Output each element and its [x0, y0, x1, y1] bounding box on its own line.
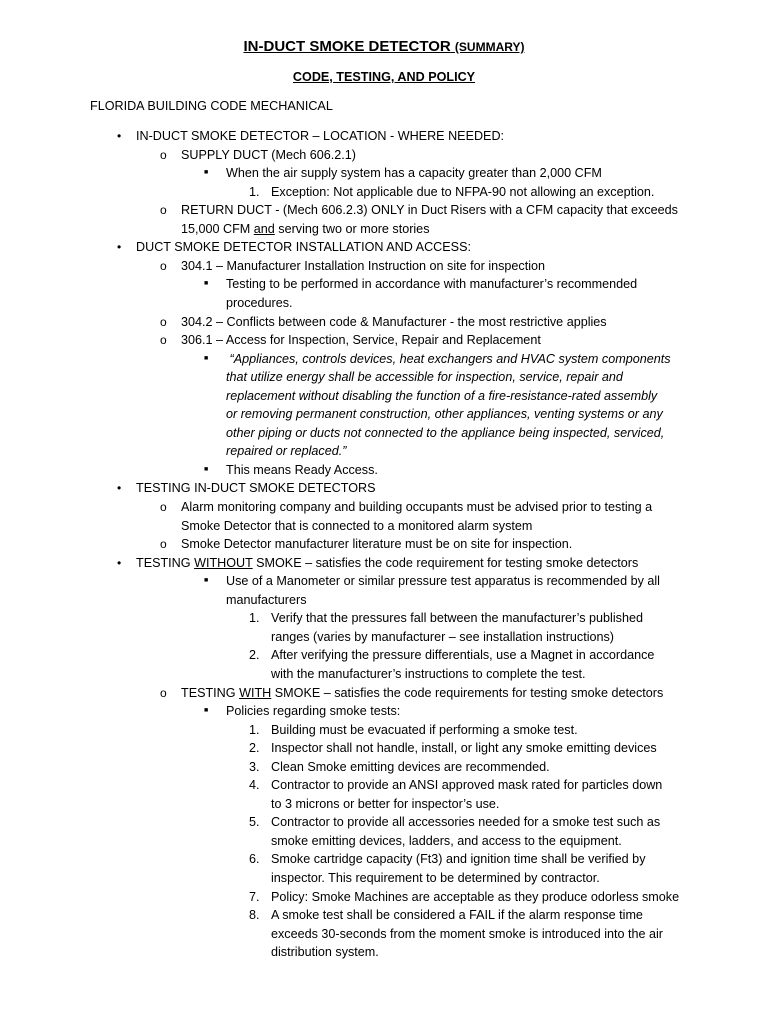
- list-marker: 3.: [249, 759, 260, 774]
- list-item-text: with the manufacturer’s instructions to complete the test.: [271, 666, 586, 681]
- list-item: [0, 776, 768, 813]
- list-item: [0, 906, 768, 962]
- list-item: [0, 888, 768, 907]
- list-item-text: Policy: Smoke Machines are acceptable as they produce odorless smoke: [271, 889, 680, 904]
- list-marker: ■: [204, 707, 209, 715]
- list-marker: •: [117, 555, 122, 570]
- list-marker: ■: [204, 169, 209, 177]
- list-item-text: inspector. This requirement to be determined by contractor.: [271, 870, 600, 885]
- list-marker: o: [160, 147, 167, 162]
- list-item-text: TESTING WITHOUT SMOKE – satisfies the code requirement for testing smoke detectors: [136, 555, 639, 570]
- list-item-text: or removing permanent construction, other appliances, venting systems or any: [226, 407, 663, 422]
- list-marker: ■: [204, 280, 209, 288]
- list-item-text: distribution system.: [271, 945, 379, 960]
- list-item: [0, 461, 768, 480]
- list-item: [0, 850, 768, 887]
- list-item-text: manufacturers: [226, 592, 307, 607]
- section-heading: FLORIDA BUILDING CODE MECHANICAL: [90, 99, 333, 113]
- list-item-text: Building must be evacuated if performing a smoke test.: [271, 722, 578, 737]
- page-subtitle: CODE, TESTING, AND POLICY: [292, 70, 476, 84]
- list-marker: 1.: [249, 611, 260, 626]
- list-marker: o: [160, 685, 167, 700]
- list-item-text: Smoke cartridge capacity (Ft3) and ignition time shall be verified by: [271, 852, 646, 867]
- list-item: [0, 146, 768, 165]
- list-item-text: “Appliances, controls devices, heat exchangers and HVAC system components: [226, 351, 671, 366]
- list-item: [0, 758, 768, 777]
- list-item-text: TESTING IN-DUCT SMOKE DETECTORS: [136, 481, 376, 496]
- list-item-text: A smoke test shall be considered a FAIL if the alarm response time: [271, 908, 643, 923]
- list-item-text: exceeds 30-seconds from the moment smoke is introduced into the air: [271, 926, 663, 941]
- list-item-text: IN-DUCT SMOKE DETECTOR – LOCATION - WHERE NEEDED:: [136, 129, 505, 143]
- title-main: IN-DUCT SMOKE DETECTOR: [243, 38, 451, 55]
- list-marker: 5.: [249, 815, 260, 830]
- title-sub: (SUMMARY): [454, 40, 525, 54]
- list-item: [0, 498, 768, 535]
- list-marker: o: [160, 258, 167, 273]
- list-item: [0, 721, 768, 740]
- page-title: [0, 38, 768, 55]
- list-item-text: Testing to be performed in accordance with manufacturer’s recommended: [226, 277, 638, 292]
- list-marker: 2.: [249, 741, 260, 756]
- list-item-text: to 3 microns or better for inspector’s use.: [271, 796, 500, 811]
- list-marker: ■: [204, 465, 209, 473]
- list-item-text: that utilize energy shall be accessible for inspection, service, repair and: [226, 370, 623, 385]
- list-item-text: Exception: Not applicable due to NFPA-90 not allowing an exception.: [271, 184, 655, 199]
- list-item: [0, 183, 768, 202]
- list-marker: 2.: [249, 648, 260, 663]
- list-item: [0, 275, 768, 312]
- list-item-text: Policies regarding smoke tests:: [226, 704, 401, 719]
- list-item: [0, 609, 768, 646]
- list-item-text: Smoke Detector that is connected to a monitored alarm system: [181, 518, 533, 533]
- list-item-text: Contractor to provide an ANSI approved mask rated for particles down: [271, 778, 663, 793]
- list-item: [0, 646, 768, 683]
- list-item: [0, 350, 768, 461]
- list-item: [0, 554, 768, 573]
- list-marker: •: [117, 481, 122, 496]
- list-marker: o: [160, 537, 167, 552]
- list-marker: o: [160, 314, 167, 329]
- list-item: [0, 201, 768, 238]
- list-marker: 1.: [249, 184, 260, 199]
- list-item: [0, 739, 768, 758]
- list-marker: ■: [204, 577, 209, 585]
- list-item: [0, 572, 768, 609]
- list-item-text: DUCT SMOKE DETECTOR INSTALLATION AND ACCESS:: [136, 240, 471, 255]
- list-item-text: RETURN DUCT - (Mech 606.2.3) ONLY in Duct Risers with a CFM capacity that exceeds: [181, 203, 678, 218]
- list-item-text: ranges (varies by manufacturer – see installation instructions): [271, 629, 614, 644]
- list-item-text: 304.1 – Manufacturer Installation Instruction on site for inspection: [181, 258, 546, 273]
- list-item-text: other piping or ducts not connected to the appliance being inspected, serviced,: [226, 425, 665, 440]
- list-item: [0, 331, 768, 350]
- list-item: [0, 127, 768, 146]
- list-item-text: Clean Smoke emitting devices are recommended.: [271, 759, 550, 774]
- list-item: [0, 479, 768, 498]
- list-marker: 7.: [249, 889, 260, 904]
- list-item-text: Inspector shall not handle, install, or light any smoke emitting devices: [271, 741, 657, 756]
- list-marker: o: [160, 333, 167, 348]
- list-item: [0, 257, 768, 276]
- list-item-text: replacement without disabling the function of a fire-resistance-rated assembly: [226, 388, 658, 403]
- list-item-text: Use of a Manometer or similar pressure test apparatus is recommended by all: [226, 574, 660, 589]
- list-marker: o: [160, 203, 167, 218]
- list-marker: 1.: [249, 722, 260, 737]
- list-marker: 4.: [249, 778, 260, 793]
- list-item-text: Alarm monitoring company and building occupants must be advised prior to testing a: [181, 500, 653, 514]
- list-item-text: This means Ready Access.: [226, 462, 378, 477]
- list-item-text: Verify that the pressures fall between the manufacturer’s published: [271, 611, 643, 626]
- list-item: [0, 164, 768, 183]
- list-item-text: Smoke Detector manufacturer literature must be on site for inspection.: [181, 537, 573, 552]
- list-item-text: Contractor to provide all accessories needed for a smoke test such as: [271, 815, 661, 830]
- list-marker: ■: [204, 354, 209, 362]
- list-item-text: repaired or replaced.”: [226, 444, 347, 459]
- list-item: [0, 313, 768, 332]
- list-marker: •: [117, 129, 122, 143]
- list-item-text: 15,000 CFM and serving two or more stories: [181, 221, 430, 236]
- list-item: [0, 535, 768, 554]
- list-marker: 8.: [249, 908, 260, 923]
- list-marker: 6.: [249, 852, 260, 867]
- list-marker: o: [160, 500, 167, 514]
- list-item-text: 306.1 – Access for Inspection, Service, Repair and Replacement: [181, 333, 541, 348]
- list-item-text: TESTING WITH SMOKE – satisfies the code requirements for testing smoke detectors: [181, 685, 664, 700]
- list-item-text: smoke emitting devices, ladders, and access to the equipment.: [271, 833, 622, 848]
- list-item-text: After verifying the pressure differentials, use a Magnet in accordance: [271, 648, 655, 663]
- list-item: [0, 238, 768, 257]
- list-item-text: SUPPLY DUCT (Mech 606.2.1): [181, 147, 356, 162]
- list-item: [0, 684, 768, 703]
- list-item-text: When the air supply system has a capacity greater than 2,000 CFM: [226, 166, 602, 181]
- list-marker: •: [117, 240, 122, 255]
- list-item-text: procedures.: [226, 295, 293, 310]
- list-item: [0, 813, 768, 850]
- list-item-text: 304.2 – Conflicts between code & Manufacturer - the most restrictive applies: [181, 314, 607, 329]
- list-item: [0, 702, 768, 721]
